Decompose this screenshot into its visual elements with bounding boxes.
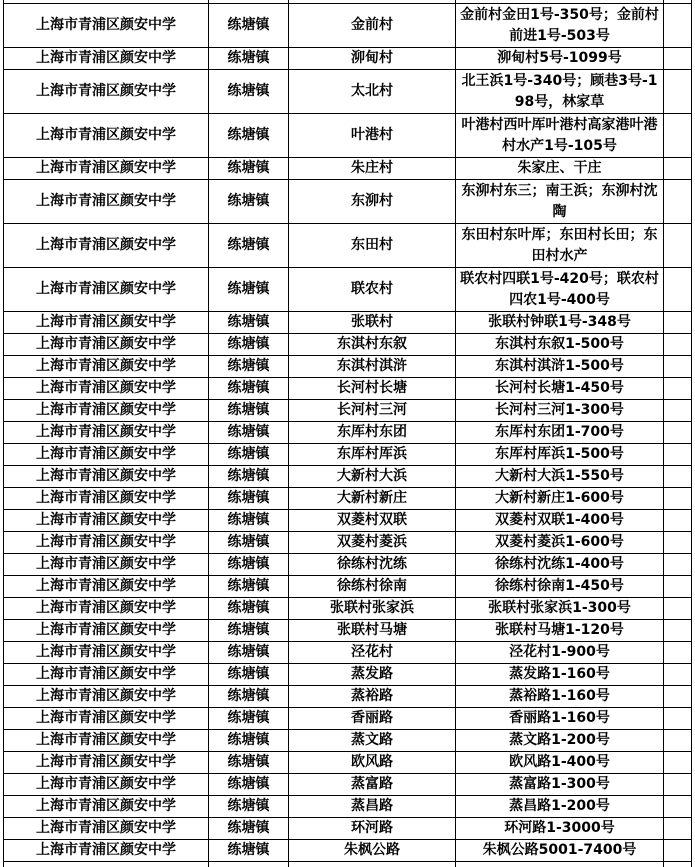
table-row <box>4 532 692 554</box>
cell-school: 上海市青浦区颜安中学 <box>4 70 209 114</box>
cell-blank <box>664 400 692 422</box>
cell-blank <box>664 224 692 268</box>
cell-address: 张联村钟联1号-348号 <box>456 312 664 334</box>
cell-address: 东田村东叶厍；东田村长田；东田村水产 <box>456 224 664 268</box>
cell-town: 练塘镇 <box>209 4 289 48</box>
cell-blank <box>664 774 692 796</box>
cell-town: 练塘镇 <box>209 312 289 334</box>
cell-village: 东淇村淇浒 <box>289 356 456 378</box>
cell-school: 上海市青浦区颜安中学 <box>4 180 209 224</box>
table-row <box>4 796 692 818</box>
cell-village: 叶港村 <box>289 114 456 158</box>
cell-village: 大新村新庄 <box>289 488 456 510</box>
cell-address: 东泖村东三；南王浜；东泖村沈陶 <box>456 180 664 224</box>
table-row <box>4 400 692 422</box>
cell-school: 上海市青浦区颜安中学 <box>4 400 209 422</box>
cell-town: 练塘镇 <box>209 818 289 840</box>
cell-village: 长河村三河 <box>289 400 456 422</box>
cell-village: 双菱村双联 <box>289 510 456 532</box>
table-row <box>4 488 692 510</box>
cell-town: 练塘镇 <box>209 554 289 576</box>
cell-village: 东厍村厍浜 <box>289 444 456 466</box>
cell-blank <box>664 796 692 818</box>
cell-school: 上海市青浦区颜安中学 <box>4 114 209 158</box>
cell-town: 练塘镇 <box>209 708 289 730</box>
cell-town: 练塘镇 <box>209 598 289 620</box>
cell-town: 练塘镇 <box>209 488 289 510</box>
cell-address: 联农村四联1号-420号；联农村四农1号-400号 <box>456 268 664 312</box>
cell-address: 金前村金田1号-350号；金前村前进1号-503号 <box>456 4 664 48</box>
cell-village: 东淇村东叙 <box>289 334 456 356</box>
cell-address: 徐练村徐南1-450号 <box>456 576 664 598</box>
cell-town: 练塘镇 <box>209 510 289 532</box>
cell-town: 练塘镇 <box>209 730 289 752</box>
cell-address: 蒸富路1-300号 <box>456 774 664 796</box>
cell-town: 练塘镇 <box>209 268 289 312</box>
cell-town: 练塘镇 <box>209 466 289 488</box>
cell-blank <box>664 312 692 334</box>
cell-address: 大新村新庄1-600号 <box>456 488 664 510</box>
cell-town: 练塘镇 <box>209 532 289 554</box>
cell-blank <box>664 510 692 532</box>
cell-address: 东淇村东叙1-500号 <box>456 334 664 356</box>
cell-address: 泾花村1-900号 <box>456 642 664 664</box>
table-row <box>4 312 692 334</box>
cell-blank <box>664 356 692 378</box>
cell-town: 练塘镇 <box>209 576 289 598</box>
cell-school: 上海市青浦区颜安中学 <box>4 334 209 356</box>
cell-address: 双菱村菱浜1-600号 <box>456 532 664 554</box>
cell-town: 练塘镇 <box>209 664 289 686</box>
cell-blank <box>664 466 692 488</box>
cell-town: 练塘镇 <box>209 686 289 708</box>
cell-address: 蒸文路1-200号 <box>456 730 664 752</box>
cell-blank <box>664 378 692 400</box>
cell-village: 双菱村菱浜 <box>289 532 456 554</box>
cell-address: 徐练村沈练1-400号 <box>456 554 664 576</box>
cell-village: 蒸昌路 <box>289 796 456 818</box>
cell-village: 张联村张家浜 <box>289 598 456 620</box>
cell-address: 蒸裕路1-160号 <box>456 686 664 708</box>
cell-town: 练塘镇 <box>209 48 289 70</box>
cell-blank <box>664 532 692 554</box>
table-row <box>4 378 692 400</box>
cell-school: 上海市青浦区颜安中学 <box>4 730 209 752</box>
cell-town: 练塘镇 <box>209 378 289 400</box>
cell-blank <box>664 664 692 686</box>
cell-address: 张联村马塘1-120号 <box>456 620 664 642</box>
cell-town: 练塘镇 <box>209 620 289 642</box>
table-row <box>4 4 692 48</box>
cell-town: 练塘镇 <box>209 774 289 796</box>
cell-school: 上海市青浦区颜安中学 <box>4 356 209 378</box>
cell-village: 徐练村徐南 <box>289 576 456 598</box>
table-row <box>4 334 692 356</box>
cell-blank <box>664 642 692 664</box>
cell-town: 练塘镇 <box>209 422 289 444</box>
cell-address: 环河路1-3000号 <box>456 818 664 840</box>
table-row <box>4 158 692 180</box>
table-row <box>4 840 692 862</box>
table-row <box>4 774 692 796</box>
school-district-table <box>3 0 692 867</box>
cell-village: 金前村 <box>289 4 456 48</box>
cell-school: 上海市青浦区颜安中学 <box>4 664 209 686</box>
cell-village: 欧风路 <box>289 752 456 774</box>
table-row <box>4 598 692 620</box>
cell-address: 叶港村西叶厍叶港村高家港叶港村水产1号-105号 <box>456 114 664 158</box>
cell-blank <box>664 4 692 48</box>
cell-school: 上海市青浦区颜安中学 <box>4 818 209 840</box>
cell-blank <box>664 818 692 840</box>
cell-school: 上海市青浦区颜安中学 <box>4 774 209 796</box>
cell-village: 联农村 <box>289 268 456 312</box>
cell-blank <box>664 444 692 466</box>
cell-school: 上海市青浦区颜安中学 <box>4 378 209 400</box>
cell-blank <box>664 686 692 708</box>
cell-village: 徐练村沈练 <box>289 554 456 576</box>
cell-village: 蒸文路 <box>289 730 456 752</box>
table-row <box>4 642 692 664</box>
cell-town: 练塘镇 <box>209 642 289 664</box>
cell-school: 上海市青浦区颜安中学 <box>4 686 209 708</box>
cell-school: 上海市青浦区颜安中学 <box>4 4 209 48</box>
cell-address: 张联村张家浜1-300号 <box>456 598 664 620</box>
cell-town <box>209 862 289 867</box>
cell-village: 环河路 <box>289 818 456 840</box>
cell-blank <box>664 708 692 730</box>
cell-school: 上海市青浦区颜安中学 <box>4 752 209 774</box>
cell-address: 长河村长塘1-450号 <box>456 378 664 400</box>
cell-address: 东厍村厍浜1-500号 <box>456 444 664 466</box>
cell-school: 上海市青浦区颜安中学 <box>4 488 209 510</box>
cell-blank <box>664 840 692 862</box>
cell-village: 大新村大浜 <box>289 466 456 488</box>
cell-address: 蒸发路1-160号 <box>456 664 664 686</box>
cell-blank <box>664 620 692 642</box>
cell-village: 东厍村东团 <box>289 422 456 444</box>
cell-school: 上海市青浦区颜安中学 <box>4 708 209 730</box>
cell-school: 上海市青浦区颜安中学 <box>4 642 209 664</box>
cell-village: 长河村长塘 <box>289 378 456 400</box>
cell-village: 蒸裕路 <box>289 686 456 708</box>
cell-school: 上海市青浦区颜安中学 <box>4 48 209 70</box>
cell-town: 练塘镇 <box>209 158 289 180</box>
cell-school: 上海市青浦区颜安中学 <box>4 312 209 334</box>
cell-blank <box>664 48 692 70</box>
cell-town: 练塘镇 <box>209 444 289 466</box>
cell-address: 泖甸村5号-1099号 <box>456 48 664 70</box>
cell-blank <box>664 180 692 224</box>
cell-village: 蒸富路 <box>289 774 456 796</box>
cell-school: 上海市青浦区颜安中学 <box>4 840 209 862</box>
cell-blank <box>664 862 692 867</box>
table-row <box>4 730 692 752</box>
table-row <box>4 708 692 730</box>
table-row <box>4 466 692 488</box>
cell-town: 练塘镇 <box>209 334 289 356</box>
cell-blank <box>664 488 692 510</box>
cell-address: 东淇村淇浒1-500号 <box>456 356 664 378</box>
cell-school: 上海市青浦区颜安中学 <box>4 158 209 180</box>
cell-blank <box>664 554 692 576</box>
cell-school: 上海市青浦区颜安中学 <box>4 224 209 268</box>
table-row <box>4 114 692 158</box>
cell-village: 泾花村 <box>289 642 456 664</box>
cell-village: 东田村 <box>289 224 456 268</box>
table-row <box>4 576 692 598</box>
cell-school: 上海市青浦区颜安中学 <box>4 466 209 488</box>
cell-school: 上海市青浦区颜安中学 <box>4 444 209 466</box>
cell-school: 上海市青浦区颜安中学 <box>4 576 209 598</box>
cell-school: 上海市青浦区颜安中学 <box>4 620 209 642</box>
cell-address: 长河村三河1-300号 <box>456 400 664 422</box>
table-row <box>4 664 692 686</box>
cell-town: 练塘镇 <box>209 180 289 224</box>
cell-school: 上海市青浦区颜安中学 <box>4 796 209 818</box>
cell-school: 上海市青浦区颜安中学 <box>4 268 209 312</box>
cell-blank <box>664 576 692 598</box>
partial-row-bottom <box>4 862 692 867</box>
cell-school: 上海市青浦区颜安中学 <box>4 598 209 620</box>
cell-town: 练塘镇 <box>209 70 289 114</box>
table-row <box>4 180 692 224</box>
table-row <box>4 554 692 576</box>
cell-village: 太北村 <box>289 70 456 114</box>
table-row <box>4 510 692 532</box>
cell-school: 上海市青浦区颜安中学 <box>4 554 209 576</box>
cell-address: 东厍村东团1-700号 <box>456 422 664 444</box>
cell-address <box>456 862 664 867</box>
cell-village: 东泖村 <box>289 180 456 224</box>
table-row <box>4 224 692 268</box>
cell-school: 上海市青浦区颜安中学 <box>4 422 209 444</box>
cell-blank <box>664 730 692 752</box>
cell-blank <box>664 422 692 444</box>
table-row <box>4 422 692 444</box>
cell-blank <box>664 752 692 774</box>
cell-town: 练塘镇 <box>209 224 289 268</box>
cell-town: 练塘镇 <box>209 796 289 818</box>
table-row <box>4 818 692 840</box>
cell-village <box>289 862 456 867</box>
cell-address: 北王浜1号-340号；顾巷3号-198号，林家草 <box>456 70 664 114</box>
cell-village: 朱枫公路 <box>289 840 456 862</box>
cell-blank <box>664 598 692 620</box>
cell-address: 欧风路1-400号 <box>456 752 664 774</box>
table-row <box>4 268 692 312</box>
cell-blank <box>664 70 692 114</box>
cell-town: 练塘镇 <box>209 840 289 862</box>
cell-blank <box>664 114 692 158</box>
cell-school: 上海市青浦区颜安中学 <box>4 510 209 532</box>
cell-town: 练塘镇 <box>209 400 289 422</box>
table-row <box>4 70 692 114</box>
table-row <box>4 48 692 70</box>
cell-blank <box>664 158 692 180</box>
cell-town: 练塘镇 <box>209 114 289 158</box>
cell-village: 朱庄村 <box>289 158 456 180</box>
table-row <box>4 444 692 466</box>
cell-address: 朱家庄、干庄 <box>456 158 664 180</box>
table-row <box>4 620 692 642</box>
cell-school <box>4 862 209 867</box>
cell-address: 朱枫公路5001-7400号 <box>456 840 664 862</box>
cell-village: 香丽路 <box>289 708 456 730</box>
cell-address: 大新村大浜1-550号 <box>456 466 664 488</box>
table-body <box>4 0 692 867</box>
cell-address: 香丽路1-160号 <box>456 708 664 730</box>
cell-village: 泖甸村 <box>289 48 456 70</box>
table-row <box>4 752 692 774</box>
cell-blank <box>664 268 692 312</box>
table-row <box>4 356 692 378</box>
cell-town: 练塘镇 <box>209 356 289 378</box>
table-row <box>4 686 692 708</box>
cell-village: 张联村 <box>289 312 456 334</box>
cell-town: 练塘镇 <box>209 752 289 774</box>
cell-address: 蒸昌路1-200号 <box>456 796 664 818</box>
cell-address: 双菱村双联1-400号 <box>456 510 664 532</box>
cell-village: 张联村马塘 <box>289 620 456 642</box>
cell-school: 上海市青浦区颜安中学 <box>4 532 209 554</box>
cell-village: 蒸发路 <box>289 664 456 686</box>
cell-blank <box>664 334 692 356</box>
